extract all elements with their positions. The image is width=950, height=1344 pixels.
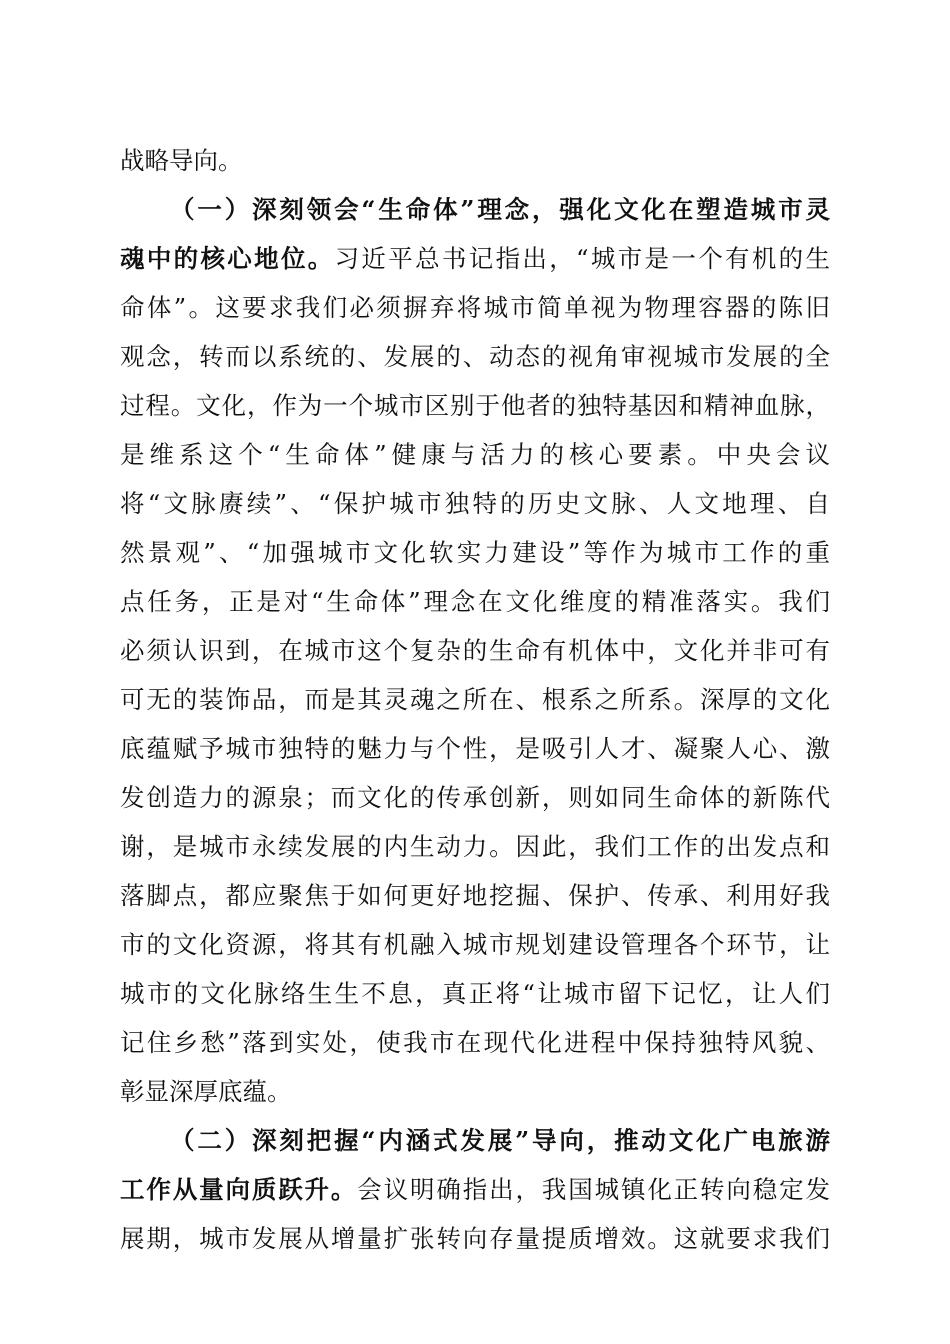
paragraph-text: 习近平总书记指出，“城市是一个有机的生 [334, 244, 830, 273]
paragraph-line: 观念，转而以系统的、发展的、动态的视角审视城市发展的全 [120, 342, 830, 371]
section-heading-line: （一）深刻领会“生命体”理念，强化文化在塑造城市灵 [170, 195, 830, 224]
paragraph-line: 展期，城市发展从增量扩张转向存量提质增效。这就要求我们 [120, 1224, 830, 1253]
paragraph-line: 命体”。这要求我们必须摒弃将城市简单视为物理容器的陈旧 [120, 293, 830, 322]
paragraph-line [120, 1166, 830, 1214]
paragraph-line: 战略导向。 [120, 146, 243, 175]
paragraph-line: 落脚点，都应聚焦于如何更好地挖掘、保护、传承、利用好我 [120, 881, 830, 910]
paragraph-line: 必须认识到，在城市这个复杂的生命有机体中，文化并非可有 [120, 636, 830, 665]
paragraph-line: 点任务，正是对“生命体”理念在文化维度的精准落实。我们 [120, 587, 830, 616]
paragraph-line: 城市的文化脉络生生不息，真正将“让城市留下记忆，让人们 [120, 979, 830, 1008]
paragraph-line: 然景观”、“加强城市文化软实力建设”等作为城市工作的重 [120, 538, 830, 567]
section-heading-line: （二）深刻把握“内涵式发展”导向，推动文化广电旅游 [170, 1126, 830, 1155]
paragraph-line: 记住乡愁”落到实处，使我市在现代化进程中保持独特风貌、 [120, 1028, 830, 1057]
section-heading-continuation: 工作从量向质跃升。 [120, 1175, 358, 1204]
paragraph-line: 谢，是城市永续发展的内生动力。因此，我们工作的出发点和 [120, 832, 830, 861]
paragraph-line [120, 235, 830, 283]
paragraph-line: 可无的装饰品，而是其灵魂之所在、根系之所系。深厚的文化 [120, 685, 830, 714]
paragraph-line: 底蕴赋予城市独特的魅力与个性，是吸引人才、凝聚人心、激 [120, 734, 830, 763]
paragraph-line: 彰显深厚底蕴。 [120, 1077, 292, 1106]
paragraph-text: 会议明确指出，我国城镇化正转向稳定发 [357, 1175, 831, 1204]
paragraph-line: 市的文化资源，将其有机融入城市规划建设管理各个环节，让 [120, 930, 830, 959]
section-heading-continuation: 魂中的核心地位。 [120, 244, 335, 273]
paragraph-line: 是维系这个“生命体”健康与活力的核心要素。中央会议 [120, 440, 830, 469]
paragraph-line: 过程。文化，作为一个城市区别于他者的独特基因和精神血脉， [120, 391, 830, 420]
paragraph-line: 将“文脉赓续”、“保护城市独特的历史文脉、人文地理、自 [120, 489, 830, 518]
paragraph-line: 发创造力的源泉；而文化的传承创新，则如同生命体的新陈代 [120, 783, 830, 812]
